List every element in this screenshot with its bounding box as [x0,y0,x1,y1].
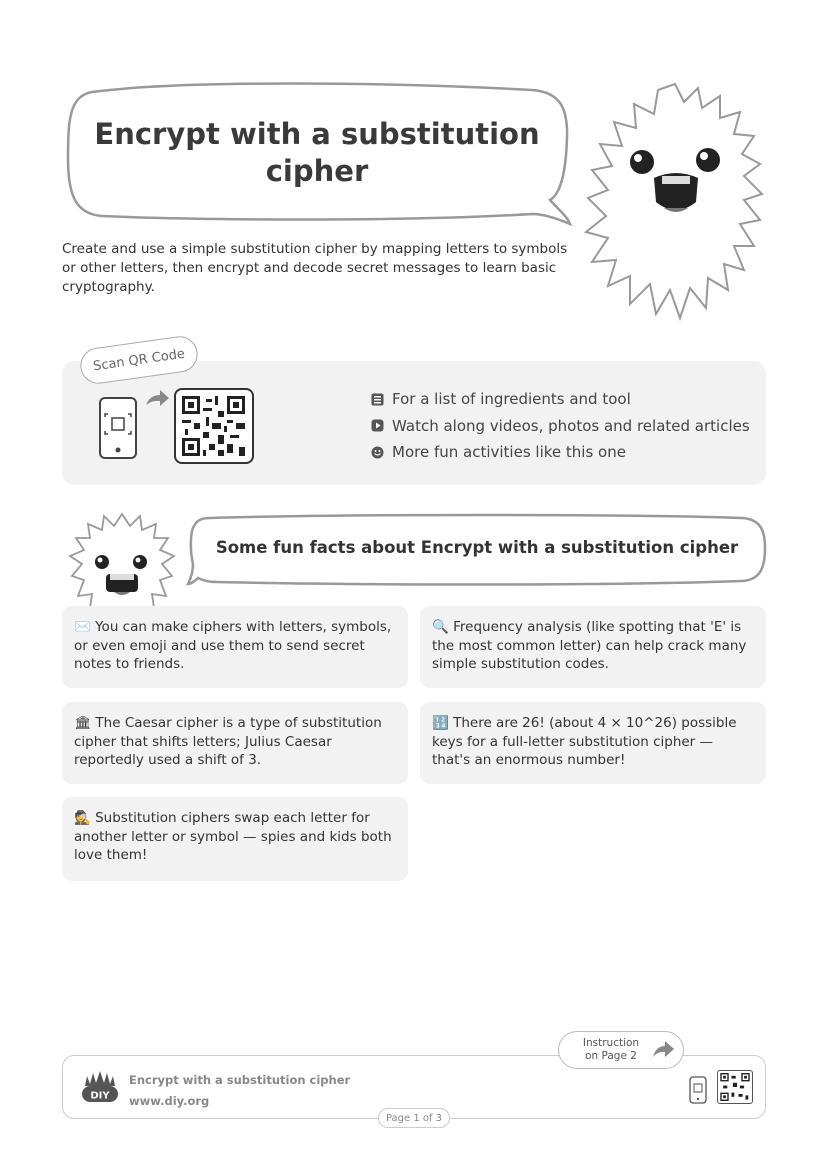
intro-text: Create and use a simple substitution cipher by mapping letters to symbols or other letters, then encrypt and decode secret messages to learn basic cryptography. [62,241,568,295]
list-item-label: More fun activities like this one [392,443,626,462]
fact-text: 🏛 The Caesar cipher is a type of substitution cipher that shifts letters; Julius Caesar reportedly used a shift of 3. [74,715,382,768]
footer-url[interactable]: www.diy.org [129,1094,210,1108]
list-icon [370,392,384,406]
title-bubble [62,78,572,228]
list-item [370,386,750,413]
fact-card [62,702,408,784]
scan-qr-label: Scan QR Code [78,334,200,386]
phone-scan-icon [689,1076,707,1108]
facts-title: Some fun facts about Encrypt with a substitution cipher [215,538,739,557]
list-item-label: For a list of ingredients and tool [392,390,631,409]
footer-qr-code[interactable] [717,1070,753,1104]
instruction-label [577,1037,645,1063]
play-icon [370,419,384,433]
diy-logo [79,1070,121,1110]
fact-text: 🔢 There are 26! (about 4 × 10^26) possible keys for a full-letter substitution cipher — that's an enormous number! [432,715,737,768]
list-item [370,439,750,466]
facts-header-bubble [186,512,768,587]
instruction-line-2: on Page 2 [585,1050,637,1062]
fact-card [420,702,766,784]
mascot-illustration [580,78,770,328]
smiley-icon [370,445,384,459]
fact-text: ✉️ You can make ciphers with letters, symbols, or even emoji and use them to send secret notes to friends. [74,619,392,672]
list-item [370,413,750,440]
phone-scan-icon [98,396,138,464]
fact-card [62,606,408,688]
small-mascot-illustration [66,510,178,610]
fact-text: 🔍 Frequency analysis (like spotting that 'E' is the most common letter) can help crack many simple substitution codes. [432,619,747,672]
logo-text: DIY [90,1090,110,1102]
qr-benefits-list [370,386,750,466]
page-indicator: Page 1 of 3 [378,1108,450,1128]
fact-text: 🕵️ Substitution ciphers swap each letter for another letter or symbol — spies and kids both love them! [74,810,392,863]
fact-card [420,606,766,688]
fact-card [62,797,408,881]
arrow-right-icon [144,389,170,413]
footer-title: Encrypt with a substitution cipher [129,1073,351,1087]
arrow-right-icon [651,1040,675,1064]
instruction-line-1: Instruction [582,1037,640,1049]
qr-code[interactable] [174,388,254,464]
title-line-1: Encrypt with a substitution [94,117,540,151]
page-title [82,116,552,190]
list-item-label: Watch along videos, photos and related articles [392,416,750,435]
instruction-next-page-button[interactable] [558,1031,684,1069]
title-line-2: cipher [265,154,369,188]
